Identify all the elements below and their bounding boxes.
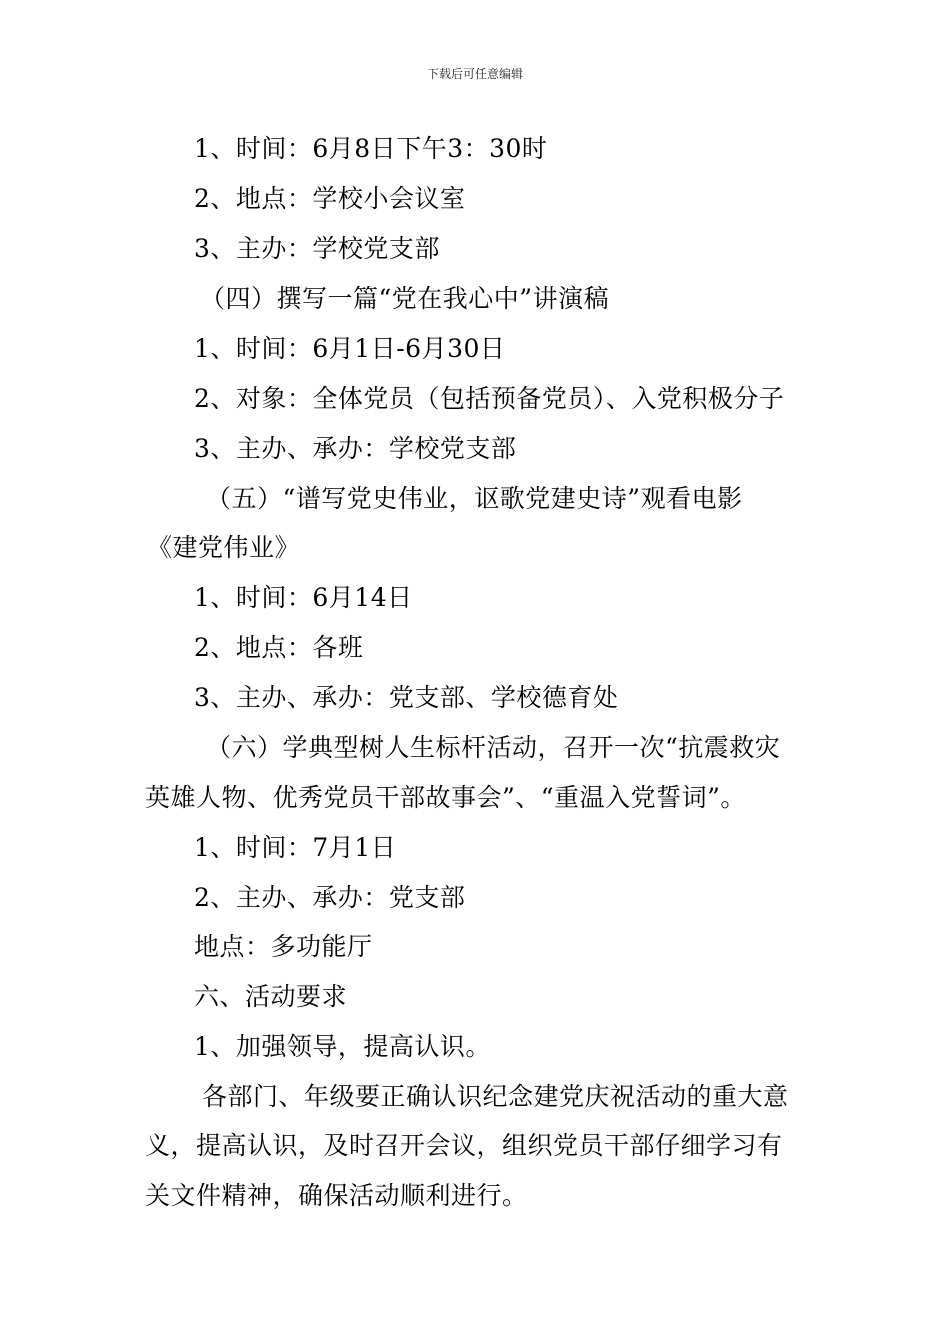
text-line: 1、时间：6月1日-6月30日 (194, 334, 506, 363)
text-line: 1、时间：7月1日 (194, 833, 397, 862)
text-line: 1、时间：6月14日 (194, 583, 413, 612)
text-line: 2、对象：全体党员（包括预备党员）、入党积极分子 (194, 384, 785, 413)
paragraph-line: 关文件精神，确保活动顺利进行。 (145, 1181, 528, 1210)
text-line: 1、时间：6月8日下午3：30时 (194, 134, 548, 163)
text-line: 3、主办、承办：学校党支部 (194, 434, 517, 463)
page-header: 下载后可任意编辑 (426, 67, 523, 81)
text-line: 地点：多功能厅 (194, 932, 373, 961)
text-line: 2、地点：各班 (194, 633, 364, 662)
text-line: 2、地点：学校小会议室 (194, 184, 466, 213)
section-heading: 六、活动要求 (194, 982, 348, 1011)
paragraph-line: 各部门、年级要正确认识纪念建党庆祝活动的重大意 (202, 1082, 789, 1111)
section-heading-continued: 《建党伟业》 (147, 533, 301, 562)
section-heading-continued: 英雄人物、优秀党员干部故事会”、“重温入党誓词”。 (145, 783, 746, 812)
paragraph-line: 义，提高认识，及时召开会议，组织党员干部仔细学习有 (145, 1131, 783, 1160)
section-heading: （六）学典型树人生标杆活动，召开一次“抗震救灾 (206, 733, 781, 762)
section-heading: （四）撰写一篇“党在我心中”讲演稿 (200, 284, 610, 313)
text-line: 2、主办、承办：党支部 (194, 883, 466, 912)
text-line: 3、主办、承办：党支部、学校德育处 (194, 683, 619, 712)
section-heading: （五）“谱写党史伟业，讴歌党建史诗”观看电影 (206, 484, 743, 513)
text-line: 1、加强领导，提高认识。 (194, 1032, 491, 1061)
text-line: 3、主办：学校党支部 (194, 234, 440, 263)
